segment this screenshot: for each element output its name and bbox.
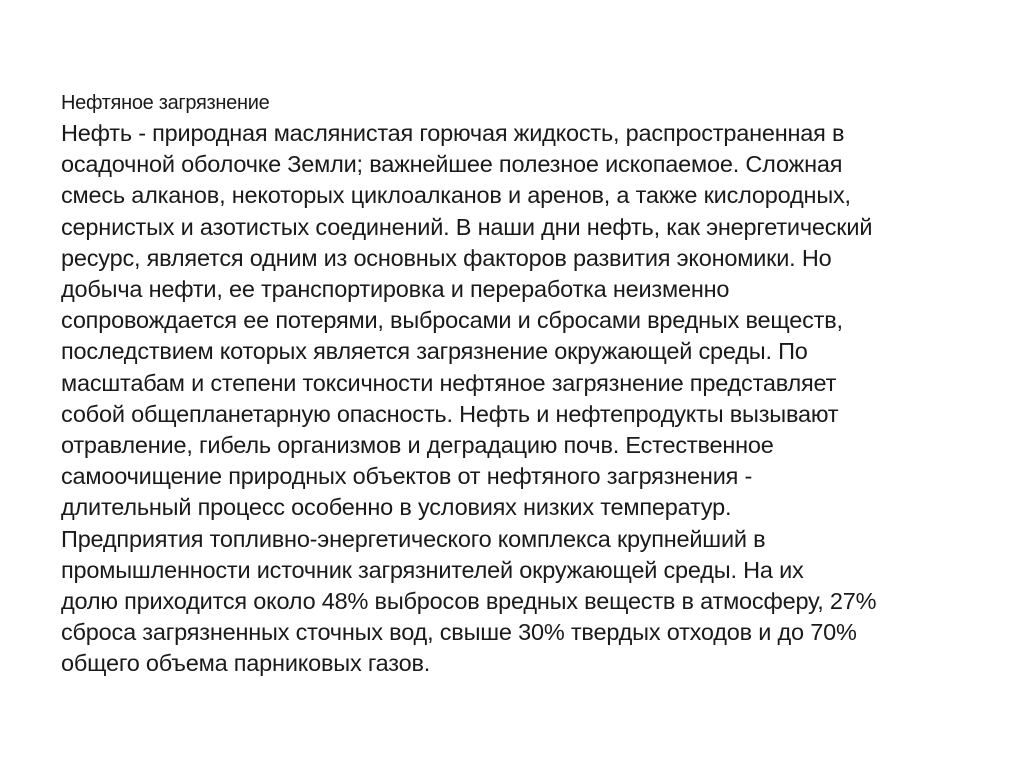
- body-line: длительный процесс особенно в условиях низких температур.: [61, 494, 732, 521]
- body-line: Нефть - природная маслянистая горючая жидкость, распространенная в: [61, 120, 845, 146]
- body-line: последствием которых является загрязнение окружающей среды. По: [61, 338, 808, 365]
- body-line: смесь алканов, некоторых циклоалканов и аренов, а также кислородных,: [61, 182, 851, 209]
- body-line: собой общепланетарную опасность. Нефть и нефтепродукты вызывают: [61, 400, 839, 427]
- body-line: осадочной оболочке Земли; важнейшее полезное ископаемое. Сложная: [61, 151, 843, 178]
- body-line: Предприятия топливно-энергетического комплекса крупнейший в: [61, 525, 766, 552]
- body-line: масштабам и степени токсичности нефтяное загрязнение представляет: [61, 369, 837, 396]
- text-block: [61, 90, 981, 680]
- body-line: долю приходится около 48% выбросов вредных веществ в атмосферу, 27%: [61, 588, 877, 615]
- body-line: ресурс, является одним из основных факторов развития экономики. Но: [61, 244, 832, 271]
- slide-heading: Нефтяное загрязнение: [61, 92, 270, 114]
- body-line: добыча нефти, ее транспортировка и переработка неизменно: [61, 276, 730, 303]
- body-line: сброса загрязненных сточных вод, свыше 30% твердых отходов и до 70%: [61, 619, 857, 646]
- body-text: [61, 118, 981, 680]
- body-line: сернистых и азотистых соединений. В наши дни нефть, как энергетический: [61, 213, 873, 240]
- body-line: отравление, гибель организмов и деградацию почв. Естественное: [61, 432, 774, 459]
- body-line: промышленности источник загрязнителей окружающей среды. На их: [61, 556, 804, 583]
- body-line: общего объема парниковых газов.: [61, 650, 431, 677]
- body-line: сопровождается ее потерями, выбросами и сбросами вредных веществ,: [61, 307, 843, 334]
- body-line: самоочищение природных объектов от нефтяного загрязнения -: [61, 463, 753, 490]
